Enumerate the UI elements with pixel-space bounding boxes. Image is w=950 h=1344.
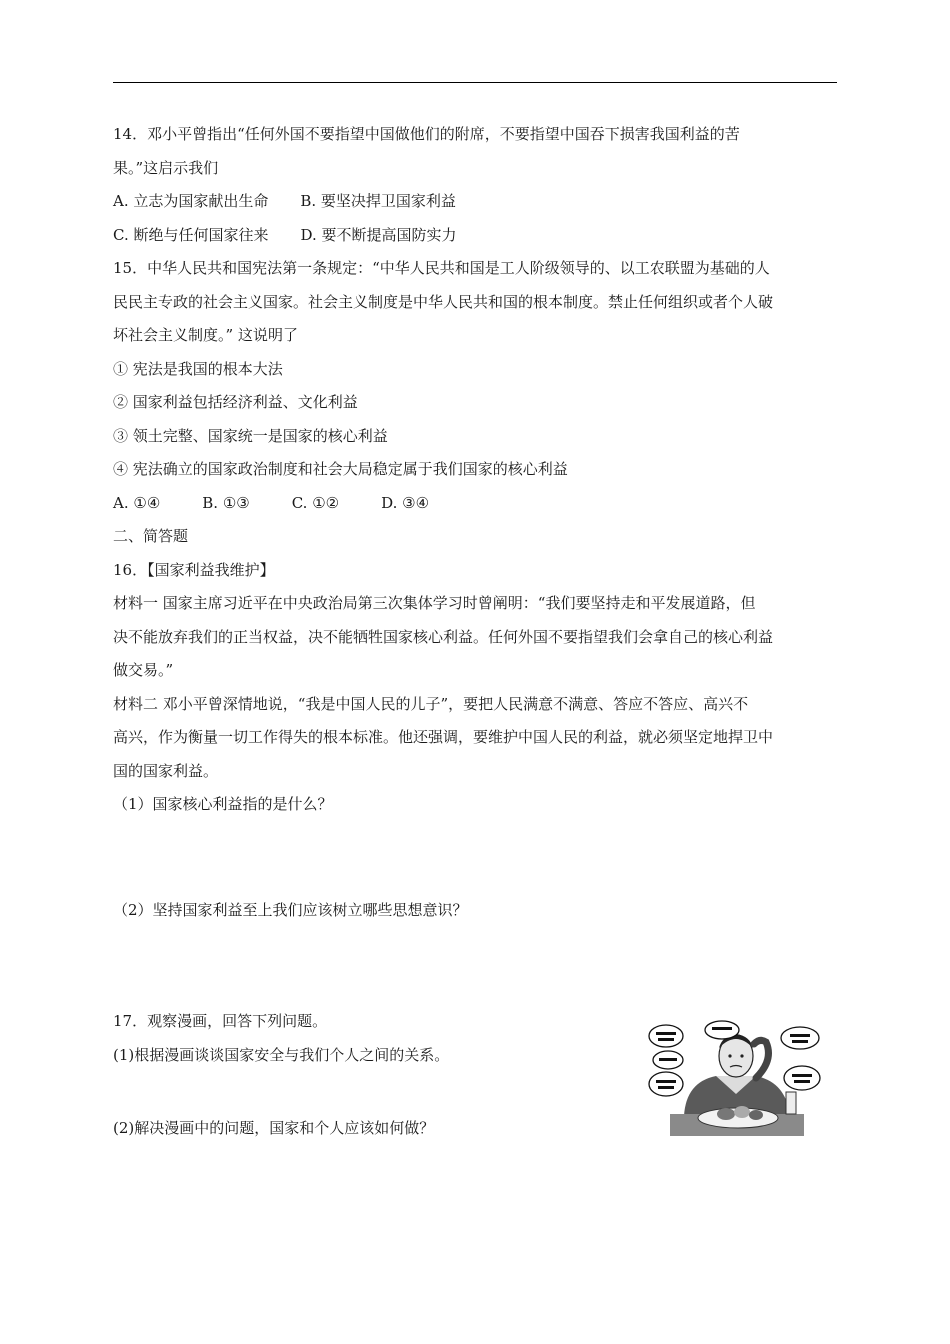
q16-material1-line3: 做交易。” [113, 661, 174, 679]
q14-option-c: C. 断绝与任何国家往来 [113, 225, 269, 244]
q15-option-b: B. ①③ [202, 493, 250, 512]
q15-option-c: C. ①② [291, 493, 340, 512]
q16-material2-line1: 材料二 邓小平曾深情地说，“我是中国人民的儿子”，要把人民满意不满意、答应不答应、高兴不 [113, 694, 749, 713]
q17-sub1: (1)根据漫画谈谈国家安全与我们个人之间的关系。 [113, 1045, 450, 1064]
warning-bubble-4 [649, 1072, 683, 1096]
q15-stem-line1: 15．中华人民共和国宪法第一条规定：“中华人民共和国是工人阶级领导的、以工农联盟为基础的人 [113, 259, 770, 277]
q14-options-row2 [113, 219, 837, 253]
warning-bubble-3 [781, 1027, 819, 1049]
q14-stem-line2: 果。”这启示我们 [113, 158, 219, 177]
q16-material1-line2: 决不能放弃我们的正当权益，决不能牺牲国家核心利益。任何外国不要指望我们会拿自己的核心利益 [113, 627, 774, 646]
q14-option-b: B. 要坚决捍卫国家利益 [300, 192, 456, 210]
q15-option-a: A. ①④ [113, 493, 161, 512]
q17-sub2: (2)解决漫画中的问题，国家和个人应该如何做？ [113, 1119, 435, 1137]
warning-bubble-5 [784, 1066, 820, 1090]
q14-option-d: D. 要不断提高国防实力 [300, 225, 457, 244]
q14-options-row1 [113, 185, 837, 219]
document-body [113, 118, 837, 1146]
q14-option-a: A. 立志为国家献出生命 [113, 192, 269, 210]
answer-space-q16-2 [113, 927, 837, 1005]
warning-bubble-1 [649, 1025, 683, 1047]
q16-material2-line2: 高兴，作为衡量一切工作得失的根本标准。他还强调，要维护中国人民的利益，就必须坚定地捍卫中 [113, 728, 774, 746]
q16-sub1: （1）国家核心利益指的是什么？ [113, 795, 333, 813]
header-rule [113, 82, 837, 83]
q15-statement-2: ② 国家利益包括经济利益、文化利益 [113, 393, 358, 411]
q14-stem-line1: 14．邓小平曾指出“任何外国不要指望中国做他们的附席，不要指望中国吞下损害我国利益的苦 [113, 125, 740, 143]
q15-options [113, 487, 837, 521]
q15-statement-3: ③ 领土完整、国家统一是国家的核心利益 [113, 426, 388, 445]
q17-title: 17．观察漫画，回答下列问题。 [113, 1012, 328, 1030]
q16-title: 16．【国家利益我维护】 [113, 560, 275, 579]
q15-stem-line2: 民民主专政的社会主义国家。社会主义制度是中华人民共和国的根本制度。禁止任何组织或者个人破 [113, 292, 774, 311]
q15-option-d: D. ③④ [381, 493, 430, 512]
q16-material2-line3: 国的国家利益。 [113, 761, 219, 780]
q15-statement-4: ④ 宪法确立的国家政治制度和社会大局稳定属于我们国家的核心利益 [113, 460, 568, 478]
section-title: 二、简答题 [113, 527, 189, 545]
food-safety-cartoon [646, 1020, 826, 1136]
q16-sub2: （2）坚持国家利益至上我们应该树立哪些思想意识？ [113, 900, 468, 919]
q15-statement-1: ① 宪法是我国的根本大法 [113, 359, 283, 378]
answer-space-q16-1 [113, 822, 837, 894]
q15-stem-line3: 坏社会主义制度。” 这说明了 [113, 326, 298, 344]
q16-material1-line1: 材料一 国家主席习近平在中央政治局第三次集体学习时曾阐明：“我们要坚持走和平发展道路，但 [113, 594, 756, 612]
